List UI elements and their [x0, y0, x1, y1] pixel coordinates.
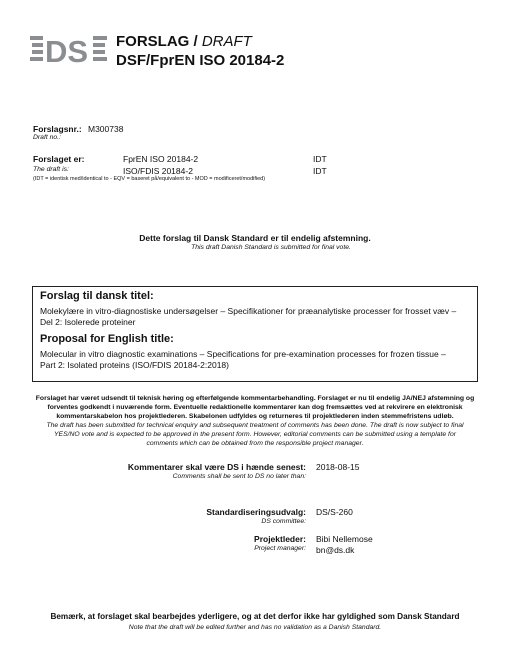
- project-manager-email: bn@ds.dk: [316, 545, 355, 555]
- notice-da-line1: Forslaget har været udsendt til teknisk høring og efterfølgende kommentarbehandling. Forslaget er nu til endelig JA/NEJ afstemning og: [35, 395, 475, 402]
- title-draft: DRAFT: [201, 33, 252, 50]
- danish-title-line1: Molekylære in vitro-diagnostiske undersøgelser – Specifikationer for præanalytiske processer for frosset væv –: [40, 306, 457, 316]
- standard-number: DSF/FprEN ISO 20184-2: [116, 52, 285, 69]
- proposal-is-label-en: The draft is:: [33, 166, 69, 173]
- notice-en-line2: YES/NO vote and is expected to be approved in the present form. However, editorial comments can be submitted using a template for: [54, 431, 456, 438]
- logo-text: DS: [45, 34, 89, 67]
- notice-da-line2: forventes godkendt i nuværende form. Eventuelle redaktionelle kommentarer kan dog fremsættes ved at rekvirere en elektronisk: [47, 404, 463, 411]
- proposal-number-value: M300738: [88, 124, 124, 134]
- proposal-is-code-da: IDT: [313, 154, 327, 164]
- english-title-line1: Molecular in vitro diagnostic examinations – Specifications for pre-examination processes for frozen tissue –: [40, 349, 446, 359]
- equivalence-legend: (IDT = identisk med/identical to - EQV = baseret på/equivalent to - MOD = modificeret/modified): [33, 176, 266, 182]
- proposal-number-label-en: Draft no.:: [33, 134, 61, 141]
- comments-deadline-value: 2018-08-15: [316, 462, 360, 472]
- title-line: [116, 33, 252, 50]
- committee-value: DS/S-260: [316, 507, 353, 517]
- comments-deadline-label: Kommentarer skal være DS i hænde senest:: [127, 462, 306, 472]
- danish-title-line2: Del 2: Isolerede proteiner: [40, 317, 136, 327]
- english-title-line2: Part 2: Isolated proteins (ISO/FDIS 20184-2:2018): [40, 360, 229, 370]
- footer-text-en: Note that the draft will be edited further and has no validation as a Danish Standard.: [128, 624, 382, 631]
- vote-text-da: Dette forslag til Dansk Standard er til endelig afstemning.: [139, 233, 371, 243]
- proposal-is-value-en: ISO/FDIS 20184-2: [123, 166, 193, 176]
- english-title-heading: Proposal for English title:: [40, 333, 174, 345]
- notice-en-line1: The draft has been submitted for technical enquiry and subsequent treatment of comments has been done. The draft is now subject to final: [46, 422, 464, 429]
- title-main: FORSLAG /: [116, 33, 198, 50]
- ds-logo: [30, 33, 108, 67]
- danish-title-heading: Forslag til dansk titel:: [40, 290, 154, 302]
- committee-label: Standardiseringsudvalg:: [206, 507, 306, 517]
- project-manager-name: Bibi Nellemose: [316, 534, 373, 544]
- comments-deadline-label-en: Comments shall be sent to DS no later than:: [172, 473, 306, 480]
- titles-box: [32, 286, 478, 382]
- proposal-is-value-da: FprEN ISO 20184-2: [123, 154, 199, 164]
- proposal-is-code-en: IDT: [313, 166, 327, 176]
- project-manager-label-en: Project manager:: [254, 545, 306, 552]
- proposal-is-label: Forslaget er:: [33, 154, 85, 164]
- footer-text-da: Bemærk, at forslaget skal bearbejdes yderligere, og at det derfor ikke har gyldighed som Dansk Standard: [50, 612, 460, 621]
- notice-en-line3: comments which can be obtained from the responsible project manager.: [146, 440, 364, 447]
- project-manager-label: Projektleder:: [254, 534, 306, 544]
- notice-da-line3: kommentarskabelon hos projektlederen. Skabelonen udfyldes og returneres til projektlederen inden stemmefristens udløb.: [56, 413, 454, 420]
- committee-label-en: DS committee:: [261, 518, 306, 525]
- proposal-number-label: Forslagsnr.:: [33, 124, 82, 134]
- vote-text-en: This draft Danish Standard is submitted for final vote.: [191, 244, 351, 251]
